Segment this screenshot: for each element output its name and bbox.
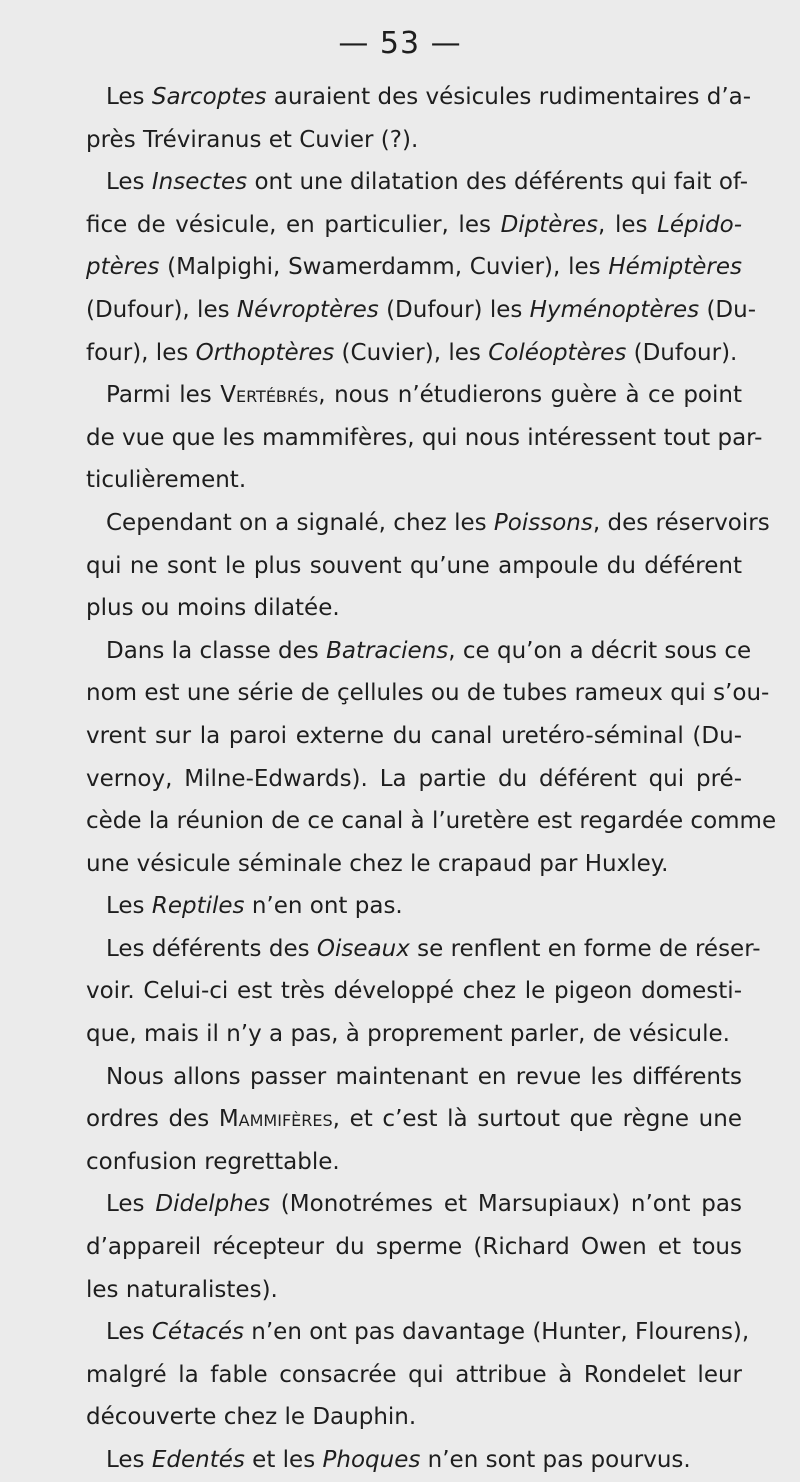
italic-term: Coléoptères	[488, 339, 627, 366]
text-segment: Les	[106, 1447, 152, 1473]
small-caps-term: Mammifères	[218, 1106, 333, 1133]
text-segment: Les	[106, 84, 152, 110]
text-segment: voir. Celui-ci est très développé chez le pigeon domesti-	[86, 978, 742, 1005]
text-segment: auraient des vésicules rudimentaires d’a-	[266, 84, 752, 110]
page-number: — 53 —	[338, 26, 462, 61]
text-line	[86, 970, 742, 1013]
text-segment: et les	[244, 1447, 323, 1473]
text-segment: (Dufour).	[626, 339, 738, 366]
text-segment: les naturalistes).	[86, 1276, 278, 1303]
text-segment: découverte chez le Dauphin.	[86, 1404, 417, 1431]
text-segment: Les	[106, 1191, 156, 1218]
text-line	[86, 630, 752, 673]
text-segment: nom est une série de çellules ou de tubes rameux qui s’ou-	[86, 680, 770, 707]
text-segment: ordres des	[86, 1106, 219, 1133]
text-segment: une vésicule séminale chez le crapaud par Huxley.	[86, 850, 669, 877]
text-segment: (Dufour), les	[86, 296, 237, 323]
text-segment: malgré la fable consacrée qui attribue à Rondelet leur	[86, 1361, 742, 1388]
text-segment: cède la réunion de ce canal à l’uretère est regardée comme	[86, 808, 777, 835]
small-caps-term: Vertébrés	[220, 382, 319, 409]
italic-term: Insectes	[151, 169, 248, 196]
text-line	[86, 843, 742, 886]
text-segment: fice de vésicule, en particulier, les	[86, 211, 501, 238]
text-line	[86, 1056, 742, 1099]
italic-term: Phoques	[322, 1447, 421, 1473]
text-segment: se renflent en forme de réser-	[409, 935, 761, 962]
text-segment: , des réservoirs	[592, 509, 770, 536]
text-line	[86, 502, 770, 545]
text-segment: n’en ont pas.	[244, 893, 403, 920]
text-segment: n’en sont pas pourvus.	[420, 1447, 691, 1473]
text-line	[86, 800, 777, 843]
text-line	[86, 289, 757, 332]
italic-term: Sarcoptes	[151, 84, 267, 110]
text-line	[86, 587, 742, 630]
text-line	[86, 885, 742, 928]
italic-term: Cétacés	[151, 1319, 244, 1346]
text-line	[86, 119, 742, 162]
text-segment: Dans la classe des	[106, 637, 327, 664]
italic-term: Névroptères	[236, 296, 379, 323]
text-segment: d’appareil récepteur du sperme (Richard Owen et tous	[86, 1234, 742, 1261]
text-line	[86, 76, 752, 119]
text-line	[86, 459, 742, 502]
italic-term: ptères	[86, 254, 160, 281]
text-segment: vrent sur la paroi externe du canal uretéro-séminal (Du-	[86, 722, 742, 749]
text-segment: ont une dilatation des déférents qui fait of-	[247, 169, 749, 196]
text-segment: de vue que les mammifères, qui nous intéressent tout par-	[86, 424, 763, 451]
italic-term: Hémiptères	[608, 254, 742, 281]
text-line	[86, 1439, 742, 1482]
italic-term: Orthoptères	[195, 339, 335, 366]
text-segment: qui ne sont le plus souvent qu’une ampoule du déférent	[86, 552, 742, 579]
italic-term: Lépido-	[657, 211, 742, 238]
text-line	[86, 928, 761, 971]
text-segment: (Cuvier), les	[334, 339, 489, 366]
italic-term: Hyménoptères	[529, 296, 700, 323]
body-text	[86, 76, 777, 1482]
text-line	[86, 715, 742, 758]
text-segment: Les déférents des	[106, 935, 317, 962]
text-line	[86, 204, 742, 247]
text-line	[86, 1098, 742, 1141]
text-segment: ticulièrement.	[86, 467, 247, 494]
text-segment: (Du-	[699, 296, 757, 323]
text-segment: plus ou moins dilatée.	[86, 595, 340, 622]
text-line	[86, 1269, 742, 1312]
text-segment: Cependant on a signalé, chez les	[106, 509, 494, 536]
text-segment: Les	[106, 169, 152, 196]
italic-term: Oiseaux	[316, 935, 410, 962]
text-segment: confusion regrettable.	[86, 1148, 340, 1175]
text-line	[86, 1311, 750, 1354]
text-line	[86, 1141, 742, 1184]
text-segment: Nous allons passer maintenant en revue les différents	[106, 1063, 742, 1090]
text-segment: Les	[106, 893, 152, 920]
italic-term: Diptères	[500, 211, 599, 238]
text-segment: , ce qu’on a décrit sous ce	[448, 637, 752, 664]
text-line	[86, 332, 742, 375]
text-segment: vernoy, Milne-Edwards). La partie du déférent qui pré-	[86, 765, 742, 792]
text-line	[86, 1183, 742, 1226]
text-line	[86, 1396, 742, 1439]
text-segment: près Tréviranus et Cuvier (?).	[86, 126, 419, 153]
text-segment: (Dufour) les	[378, 296, 530, 323]
text-segment: Parmi les	[106, 382, 221, 409]
italic-term: Edentés	[151, 1447, 245, 1473]
italic-term: Didelphes	[155, 1191, 270, 1218]
text-line	[86, 1226, 742, 1269]
text-segment: (Monotrémes et Marsupiaux) n’ont pas	[269, 1191, 742, 1218]
text-line	[86, 161, 749, 204]
italic-term: Batraciens	[326, 637, 449, 664]
text-segment: Les	[106, 1319, 152, 1346]
text-segment: four), les	[86, 339, 196, 366]
italic-term: Reptiles	[151, 893, 245, 920]
text-line	[86, 1354, 742, 1397]
text-line	[86, 374, 742, 417]
text-segment: que, mais il n’y a pas, à proprement parler, de vésicule.	[86, 1021, 730, 1048]
text-segment: (Malpighi, Swamerdamm, Cuvier), les	[159, 254, 609, 281]
text-segment: , les	[598, 211, 658, 238]
text-segment: , nous n’étudierons guère à ce point	[318, 382, 742, 409]
text-segment: n’en ont pas davantage (Hunter, Flourens),	[243, 1319, 750, 1346]
text-line	[86, 758, 742, 801]
text-line	[86, 246, 742, 289]
text-segment: , et c’est là surtout que règne une	[332, 1106, 742, 1133]
text-line	[86, 672, 770, 715]
text-line	[86, 417, 763, 460]
text-line	[86, 545, 742, 588]
italic-term: Poissons	[493, 509, 593, 536]
text-line	[86, 1013, 742, 1056]
